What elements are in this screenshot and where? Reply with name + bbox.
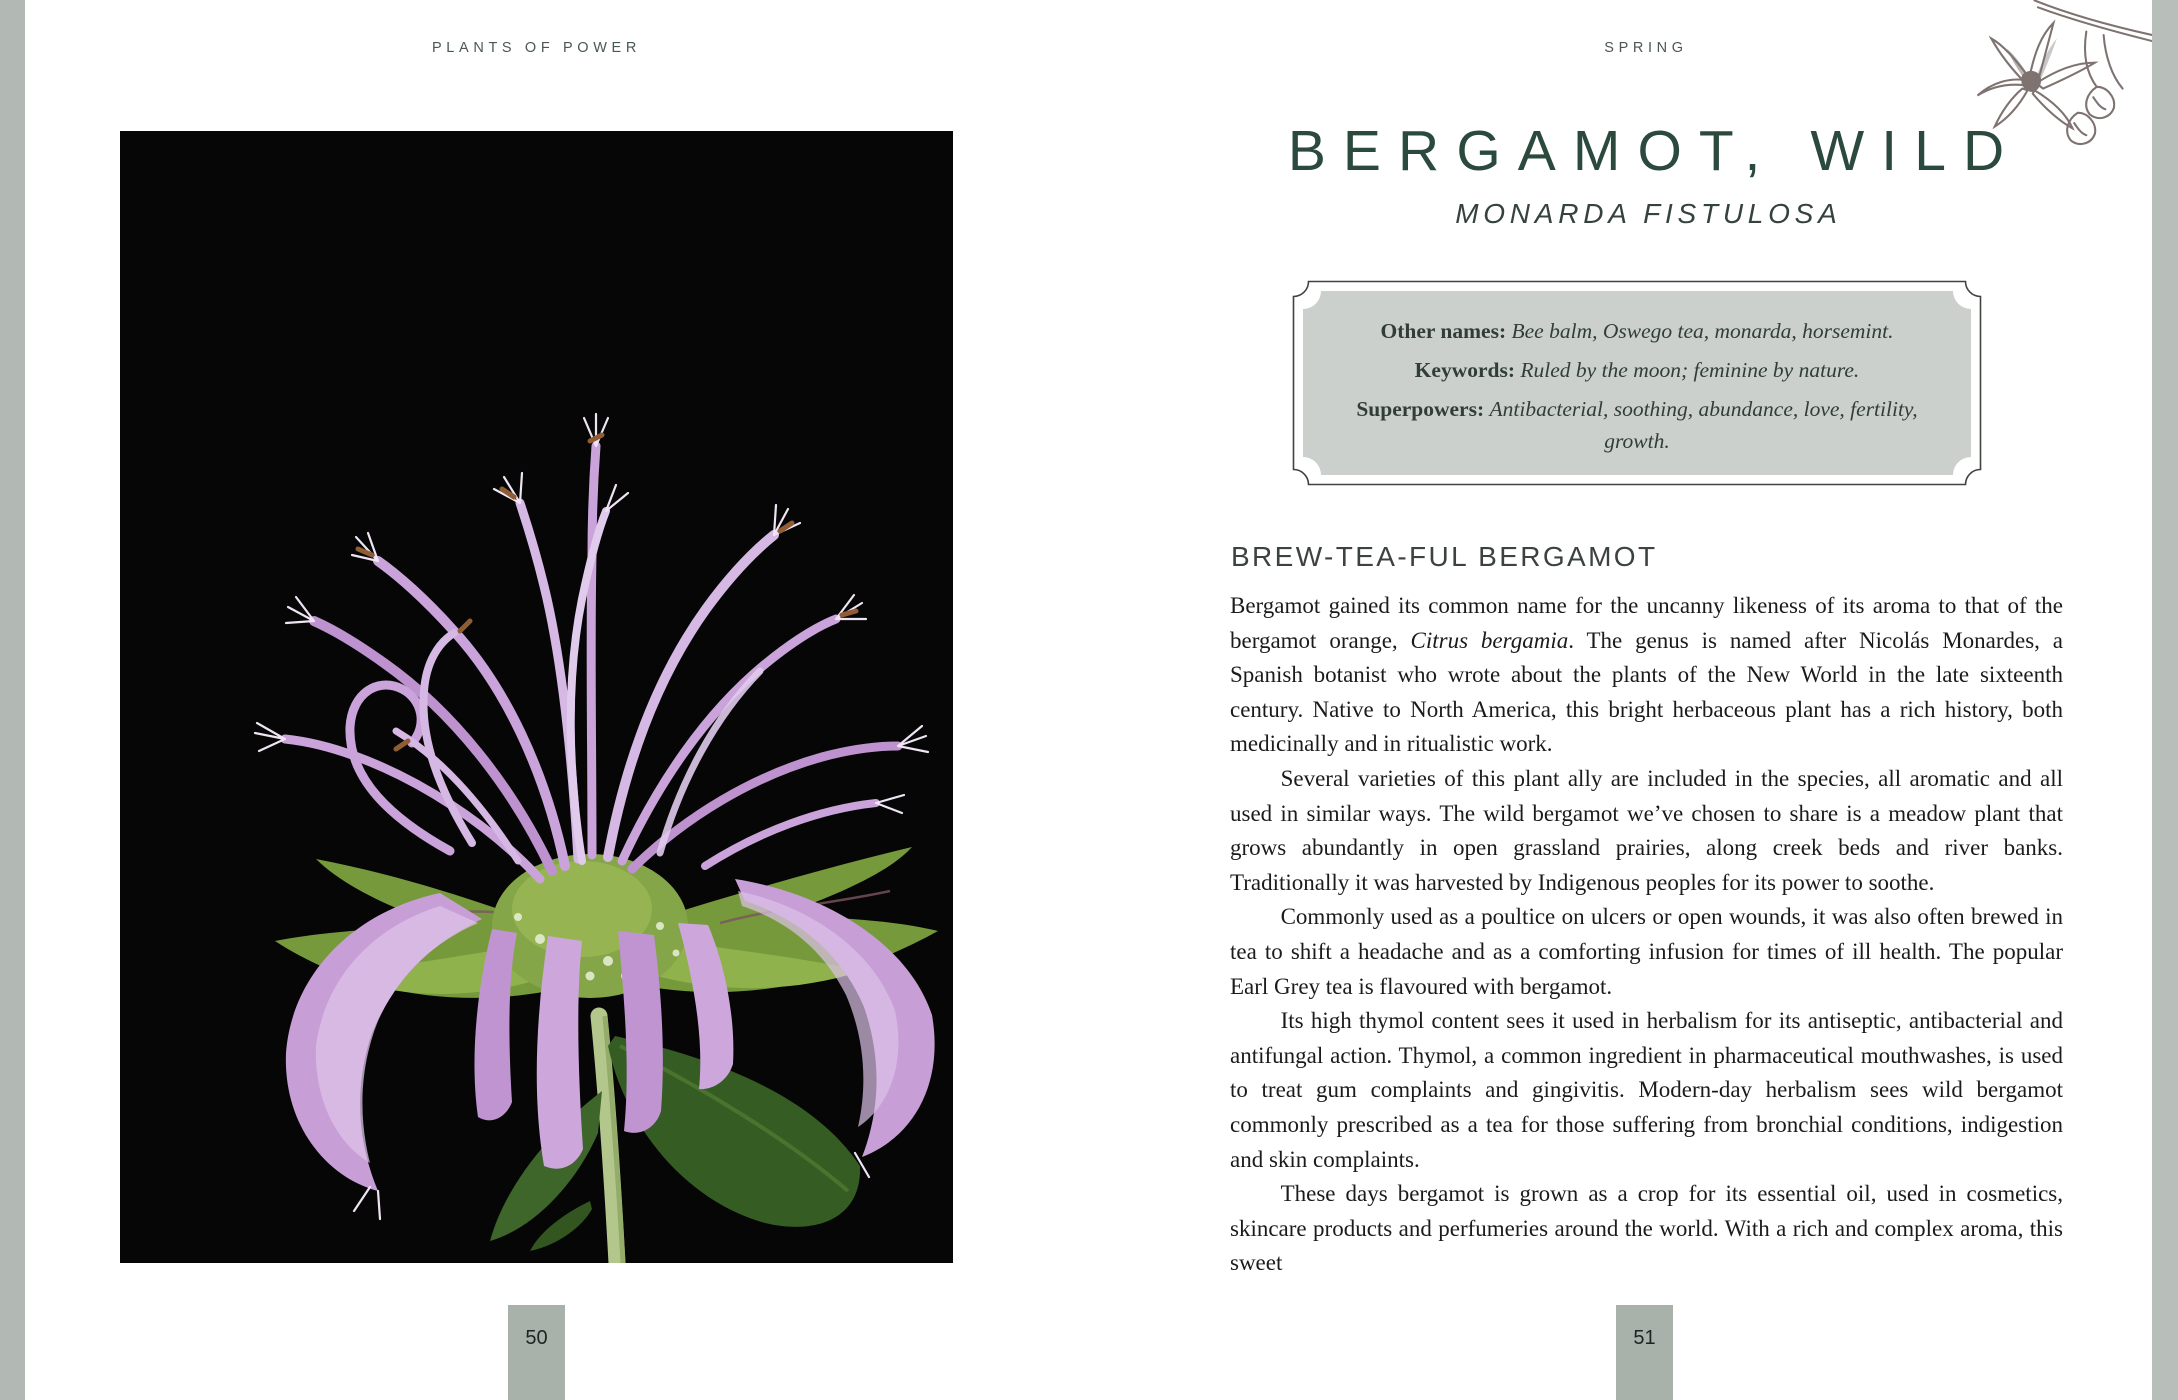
- page-edge-left: [0, 0, 25, 1400]
- infobox-label: Other names:: [1380, 318, 1507, 343]
- body-paragraph: Bergamot gained its common name for the uncanny likeness of its aroma to that of the bergamot orange, Citrus bergamia. The genus is named after Nicolás Monardes, a Spanish botanist who wrote about the plants of the New World in the late sixteenth century. Native to North America, this bright herbaceous plant has a rich history, both medicinally and in ritualistic work.: [1230, 593, 2064, 757]
- body-paragraph: Its high thymol content sees it used in herbalism for its antiseptic, antibacterial and antifungal action. Thymol, a common ingredient in pharmaceutical mouthwashes, is used to treat gum complaints and gingivitis. Modern-day herbalism sees wild bergamot commonly prescribed as a tea for those suffering from bronchial conditions, indigestion and skin complaints.: [1230, 1008, 2063, 1172]
- infobox-superpowers: [1350, 393, 1924, 458]
- page-number-left: 50: [525, 1327, 548, 1349]
- latin-name-subtitle: MONARDA FISTULOSA: [1455, 198, 1842, 229]
- body-paragraph: These days bergamot is grown as a crop for its essential oil, used in cosmetics, skincare products and perfumeries around the world. With a rich and complex aroma, this sweet: [1230, 1181, 2063, 1276]
- plant-infobox: [1292, 280, 1982, 486]
- page-number-tab-left: [508, 1305, 565, 1400]
- infobox-label: Keywords:: [1414, 357, 1515, 382]
- botanical-flower-icon: [1974, 0, 2152, 146]
- section-heading: BREW-TEA-FUL BERGAMOT: [1231, 541, 1658, 572]
- infobox-value: Ruled by the moon; feminine by nature.: [1520, 357, 1860, 382]
- infobox-label: Superpowers:: [1356, 397, 1485, 421]
- page-edge-right: [2152, 0, 2178, 1400]
- bergamot-flower-photo: [120, 131, 953, 1263]
- bergamot-flower-art: [120, 131, 953, 1263]
- infobox-other-names: [1350, 315, 1924, 347]
- body-paragraph: Commonly used as a poultice on ulcers or open wounds, it was also often brewed in tea to shift a headache and as a comforting infusion for times of ill health. The popular Earl Grey tea is flavoured with bergamot.: [1230, 904, 2063, 999]
- running-header-right: SPRING: [1604, 40, 1688, 56]
- body-paragraph: Several varieties of this plant ally are included in the species, all aromatic and all used in similar ways. The wild bergamot we’ve chosen to share is a meadow plant that grows abundantly in open grassland prairies, along creek beds and river banks. Traditionally it was harvested by Indigenous peoples for its power to soothe.: [1230, 765, 2063, 895]
- page-number-tab-right: [1616, 1305, 1673, 1400]
- running-header-left: PLANTS OF POWER: [432, 40, 641, 56]
- body-text: [1230, 589, 2063, 1281]
- page-number-right: 51: [1633, 1327, 1656, 1349]
- infobox-value: Antibacterial, soothing, abundance, love, fertility, growth.: [1489, 397, 1918, 454]
- infobox-text: [1292, 280, 1982, 486]
- chapter-title: BERGAMOT, WILD: [1287, 119, 2022, 183]
- infobox-value: Bee balm, Oswego tea, monarda, horsemint.: [1511, 318, 1894, 343]
- botanical-sketch-illustration: [1974, 0, 2152, 146]
- infobox-keywords: [1350, 354, 1924, 386]
